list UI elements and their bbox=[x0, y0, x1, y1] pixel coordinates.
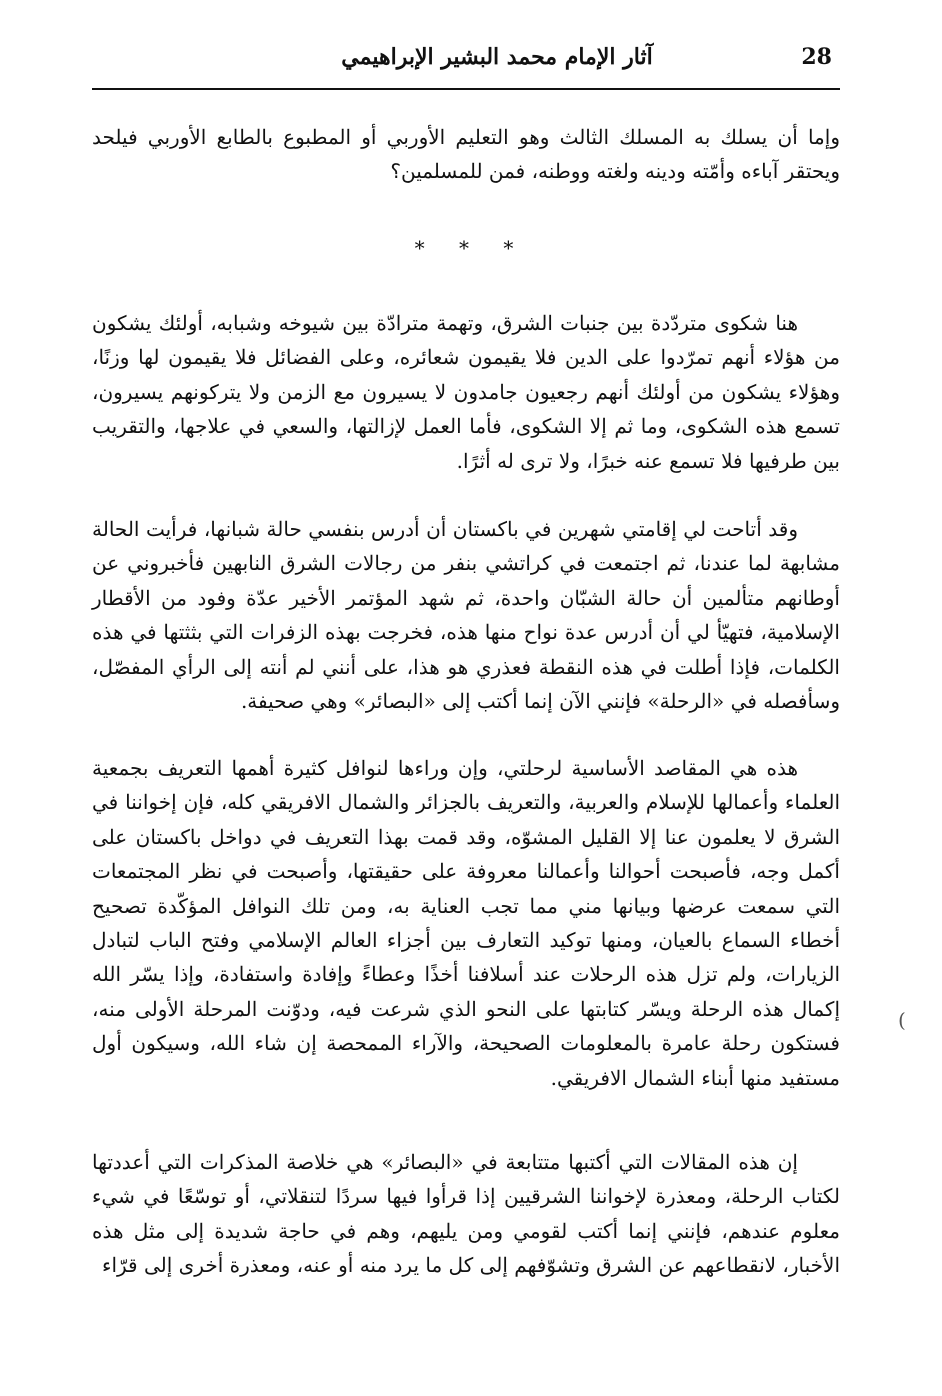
paragraph bbox=[92, 751, 840, 1095]
paragraph-text: وقد أتاحت لي إقامتي شهرين في باكستان أن أدرس بنفسي حالة شبانها، فرأيت الحالة مشابهة لما عندنا، ثم اجتمعت في كراتشي بنفر من رجالات الشرق النابهين فأخبروني عن أوطانهم متألمين أن حالة الشبّان واحدة، ثم شهد المؤتمر الأخير عدّة وفود من الأقطار الإسلامية، فتهيّأ لي أن أدرس عدة نواح منها هذه، فخرجت بهذه الزفرات التي بثثتها في هذه الكلمات، فإذا أطلت في هذه النقطة فعذري هو هذا، على أنني لم أنته إلى الرأي المفصّل، وسأفصله في «الرحلة» فإنني الآن إنما أكتب إلى «البصائر» وهي صحيفة. bbox=[92, 517, 840, 714]
section-separator: * * * bbox=[414, 236, 528, 260]
paragraph bbox=[92, 512, 840, 718]
paragraph bbox=[92, 120, 840, 189]
paragraph bbox=[92, 306, 840, 478]
paragraph-text: وإما أن يسلك به المسلك الثالث وهو التعليم الأوربي أو المطبوع بالطابع الأوربي فيلحد ويحتقر آباءه وأمّته ودينه ولغته ووطنه، فمن للمسلمين؟ bbox=[92, 125, 840, 184]
margin-mark: ( bbox=[898, 1008, 906, 1032]
page-header bbox=[92, 36, 840, 90]
page-number: 28 bbox=[801, 44, 832, 70]
paragraph-text: هذه هي المقاصد الأساسية لرحلتي، وإن وراءها لنوافل كثيرة أهمها التعريف بجمعية العلماء وأعمالها للإسلام والعربية، والتعريف بالجزائر والشمال الافريقي كله، فإن إخواننا في الشرق لا يعلمون عنا إلا القليل المشوّه، وقد قمت بهذا التعريف في دواخل باكستان على أكمل وجه، فأصبحت أحوالنا وأعمالنا معروفة على حقيقتها، وأصبحت في نظر المجتمعات التي سمعت عرضها وبيانها مني مما تجب العناية به، ومن تلك النوافل المؤكّدة تصحيح أخطاء السماع بالعيان، ومنها توكيد التعارف بين أجزاء العالم الإسلامي وفتح الباب لتبادل الزيارات، ولم تزل هذه الرحلات عند أسلافنا أخذًا وعطاءً وإفادة واستفادة، وإذا يسّر الله إكمال هذه الرحلة ويسّر كتابتها على النحو الذي شرعت فيه، ودوّنت المرحلة الأولى منه، فستكون رحلة عامرة بالمعلومات الصحيحة، والآراء الممحصة إن شاء الله، وسيكون أول مستفيد منها أبناء الشمال الافريقي. bbox=[92, 756, 840, 1090]
running-title: آثار الإمام محمد البشير الإبراهيمي bbox=[341, 44, 653, 70]
paragraph-text: هنا شكوى متردّدة بين جنبات الشرق، وتهمة مترادّة بين شيوخه وشبابه، أولئك يشكون من هؤلاء أنهم تمرّدوا على الدين فلا يقيمون شعائره، وعلى الفضائل فلا يقيمون لها وزنًا، وهؤلاء يشكون من أولئك أنهم رجعيون جامدون لا يسيرون مع الزمن ولا يتركونهم يسيرون، تسمع هذه الشكوى، وما ثم إلا الشكوى، فأما العمل لإزالتها، والسعي في علاجها، والتقريب بين طرفيها فلا تسمع عنه خبرًا، ولا ترى له أثرًا. bbox=[92, 311, 840, 473]
paragraph-text: إن هذه المقالات التي أكتبها متتابعة في «البصائر» هي خلاصة المذكرات التي أعددتها لكتاب الرحلة، ومعذرة لإخواننا الشرقيين إذا قرأوا فيها سردًا لتنقلاتي، أو توسّعًا في شيء معلوم عندهم، فإنني إنما أكتب لقومي ومن يليهم، وهم في حاجة شديدة إلى مثل هذه الأخبار، لانقطاعهم عن الشرق وتشوّفهم إلى كل ما يرد منه أو عنه، ومعذرة أخرى إلى قرّاء bbox=[92, 1150, 840, 1278]
paragraph bbox=[92, 1145, 840, 1283]
